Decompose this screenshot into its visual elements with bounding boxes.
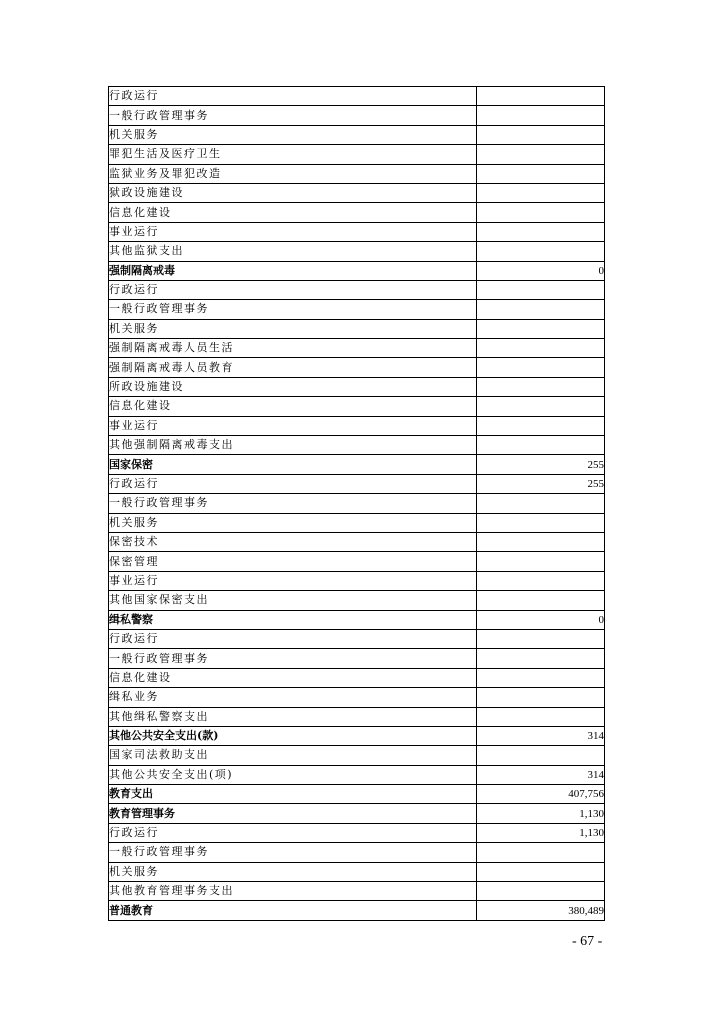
table-row xyxy=(109,358,605,377)
row-amount xyxy=(477,513,605,532)
table-row xyxy=(109,668,605,687)
row-amount xyxy=(477,668,605,687)
row-item-name: 行政运行 xyxy=(109,280,477,299)
row-amount: 255 xyxy=(477,455,605,474)
table-row xyxy=(109,532,605,551)
row-item-name: 普通教育 xyxy=(109,901,477,920)
row-item-name: 其他监狱支出 xyxy=(109,242,477,261)
table-row xyxy=(109,416,605,435)
row-amount: 255 xyxy=(477,474,605,493)
row-item-name: 强制隔离戒毒 xyxy=(109,261,477,280)
row-item-name: 其他公共安全支出(项) xyxy=(109,765,477,784)
table-row xyxy=(109,397,605,416)
table-row xyxy=(109,823,605,842)
row-amount: 407,756 xyxy=(477,785,605,804)
table-row xyxy=(109,339,605,358)
row-amount: 0 xyxy=(477,610,605,629)
row-item-name: 国家保密 xyxy=(109,455,477,474)
row-amount xyxy=(477,87,605,106)
table-row xyxy=(109,145,605,164)
row-item-name: 行政运行 xyxy=(109,474,477,493)
row-item-name: 事业运行 xyxy=(109,222,477,241)
row-item-name: 机关服务 xyxy=(109,319,477,338)
row-item-name: 事业运行 xyxy=(109,416,477,435)
table-row xyxy=(109,125,605,144)
row-amount xyxy=(477,688,605,707)
row-amount xyxy=(477,339,605,358)
table-row xyxy=(109,436,605,455)
table-row xyxy=(109,571,605,590)
table-row xyxy=(109,513,605,532)
row-amount xyxy=(477,125,605,144)
row-item-name: 一般行政管理事务 xyxy=(109,843,477,862)
row-amount xyxy=(477,183,605,202)
budget-table-body xyxy=(109,87,605,921)
row-item-name: 所政设施建设 xyxy=(109,377,477,396)
table-row xyxy=(109,203,605,222)
row-item-name: 其他缉私警察支出 xyxy=(109,707,477,726)
row-amount: 380,489 xyxy=(477,901,605,920)
table-row xyxy=(109,164,605,183)
row-item-name: 一般行政管理事务 xyxy=(109,300,477,319)
row-item-name: 机关服务 xyxy=(109,125,477,144)
row-item-name: 其他教育管理事务支出 xyxy=(109,882,477,901)
row-item-name: 狱政设施建设 xyxy=(109,183,477,202)
row-item-name: 监狱业务及罪犯改造 xyxy=(109,164,477,183)
row-item-name: 其他国家保密支出 xyxy=(109,591,477,610)
table-row xyxy=(109,222,605,241)
table-row xyxy=(109,688,605,707)
row-amount xyxy=(477,591,605,610)
row-amount xyxy=(477,843,605,862)
row-amount: 314 xyxy=(477,726,605,745)
row-amount: 1,130 xyxy=(477,823,605,842)
row-item-name: 罪犯生活及医疗卫生 xyxy=(109,145,477,164)
row-amount xyxy=(477,164,605,183)
row-amount xyxy=(477,416,605,435)
table-row xyxy=(109,242,605,261)
table-row xyxy=(109,707,605,726)
row-item-name: 行政运行 xyxy=(109,87,477,106)
table-row xyxy=(109,494,605,513)
row-amount xyxy=(477,629,605,648)
table-row xyxy=(109,746,605,765)
row-amount xyxy=(477,358,605,377)
row-amount xyxy=(477,397,605,416)
row-amount xyxy=(477,552,605,571)
row-item-name: 国家司法救助支出 xyxy=(109,746,477,765)
row-item-name: 一般行政管理事务 xyxy=(109,649,477,668)
row-amount xyxy=(477,222,605,241)
row-amount: 0 xyxy=(477,261,605,280)
row-amount xyxy=(477,746,605,765)
table-row xyxy=(109,300,605,319)
row-item-name: 信息化建设 xyxy=(109,203,477,222)
row-item-name: 保密技术 xyxy=(109,532,477,551)
row-amount xyxy=(477,319,605,338)
table-row xyxy=(109,804,605,823)
row-amount xyxy=(477,862,605,881)
row-item-name: 信息化建设 xyxy=(109,397,477,416)
row-item-name: 机关服务 xyxy=(109,513,477,532)
row-amount xyxy=(477,300,605,319)
table-row xyxy=(109,377,605,396)
table-row xyxy=(109,862,605,881)
row-amount xyxy=(477,203,605,222)
table-row xyxy=(109,726,605,745)
table-row xyxy=(109,474,605,493)
row-item-name: 机关服务 xyxy=(109,862,477,881)
row-item-name: 其他强制隔离戒毒支出 xyxy=(109,436,477,455)
table-row xyxy=(109,455,605,474)
row-item-name: 一般行政管理事务 xyxy=(109,494,477,513)
row-amount xyxy=(477,106,605,125)
table-row xyxy=(109,610,605,629)
row-item-name: 事业运行 xyxy=(109,571,477,590)
row-item-name: 信息化建设 xyxy=(109,668,477,687)
row-amount xyxy=(477,145,605,164)
table-row xyxy=(109,785,605,804)
table-row xyxy=(109,183,605,202)
table-row xyxy=(109,901,605,920)
row-item-name: 教育管理事务 xyxy=(109,804,477,823)
table-row xyxy=(109,106,605,125)
table-row xyxy=(109,280,605,299)
row-item-name: 教育支出 xyxy=(109,785,477,804)
row-item-name: 行政运行 xyxy=(109,629,477,648)
row-amount xyxy=(477,436,605,455)
row-amount: 1,130 xyxy=(477,804,605,823)
row-item-name: 行政运行 xyxy=(109,823,477,842)
row-amount xyxy=(477,280,605,299)
row-item-name: 缉私警察 xyxy=(109,610,477,629)
table-row xyxy=(109,843,605,862)
row-amount xyxy=(477,532,605,551)
row-amount xyxy=(477,707,605,726)
table-row xyxy=(109,87,605,106)
row-amount xyxy=(477,494,605,513)
row-item-name: 保密管理 xyxy=(109,552,477,571)
budget-table xyxy=(108,86,605,921)
table-row xyxy=(109,765,605,784)
page-number: - 67 - xyxy=(572,934,603,949)
row-item-name: 强制隔离戒毒人员生活 xyxy=(109,339,477,358)
table-row xyxy=(109,261,605,280)
table-row xyxy=(109,552,605,571)
table-row xyxy=(109,319,605,338)
row-amount xyxy=(477,649,605,668)
row-item-name: 强制隔离戒毒人员教育 xyxy=(109,358,477,377)
row-amount xyxy=(477,242,605,261)
row-item-name: 其他公共安全支出(款) xyxy=(109,726,477,745)
table-row xyxy=(109,629,605,648)
row-amount: 314 xyxy=(477,765,605,784)
row-amount xyxy=(477,377,605,396)
table-row xyxy=(109,649,605,668)
table-row xyxy=(109,882,605,901)
row-amount xyxy=(477,571,605,590)
row-item-name: 缉私业务 xyxy=(109,688,477,707)
row-item-name: 一般行政管理事务 xyxy=(109,106,477,125)
row-amount xyxy=(477,882,605,901)
table-row xyxy=(109,591,605,610)
